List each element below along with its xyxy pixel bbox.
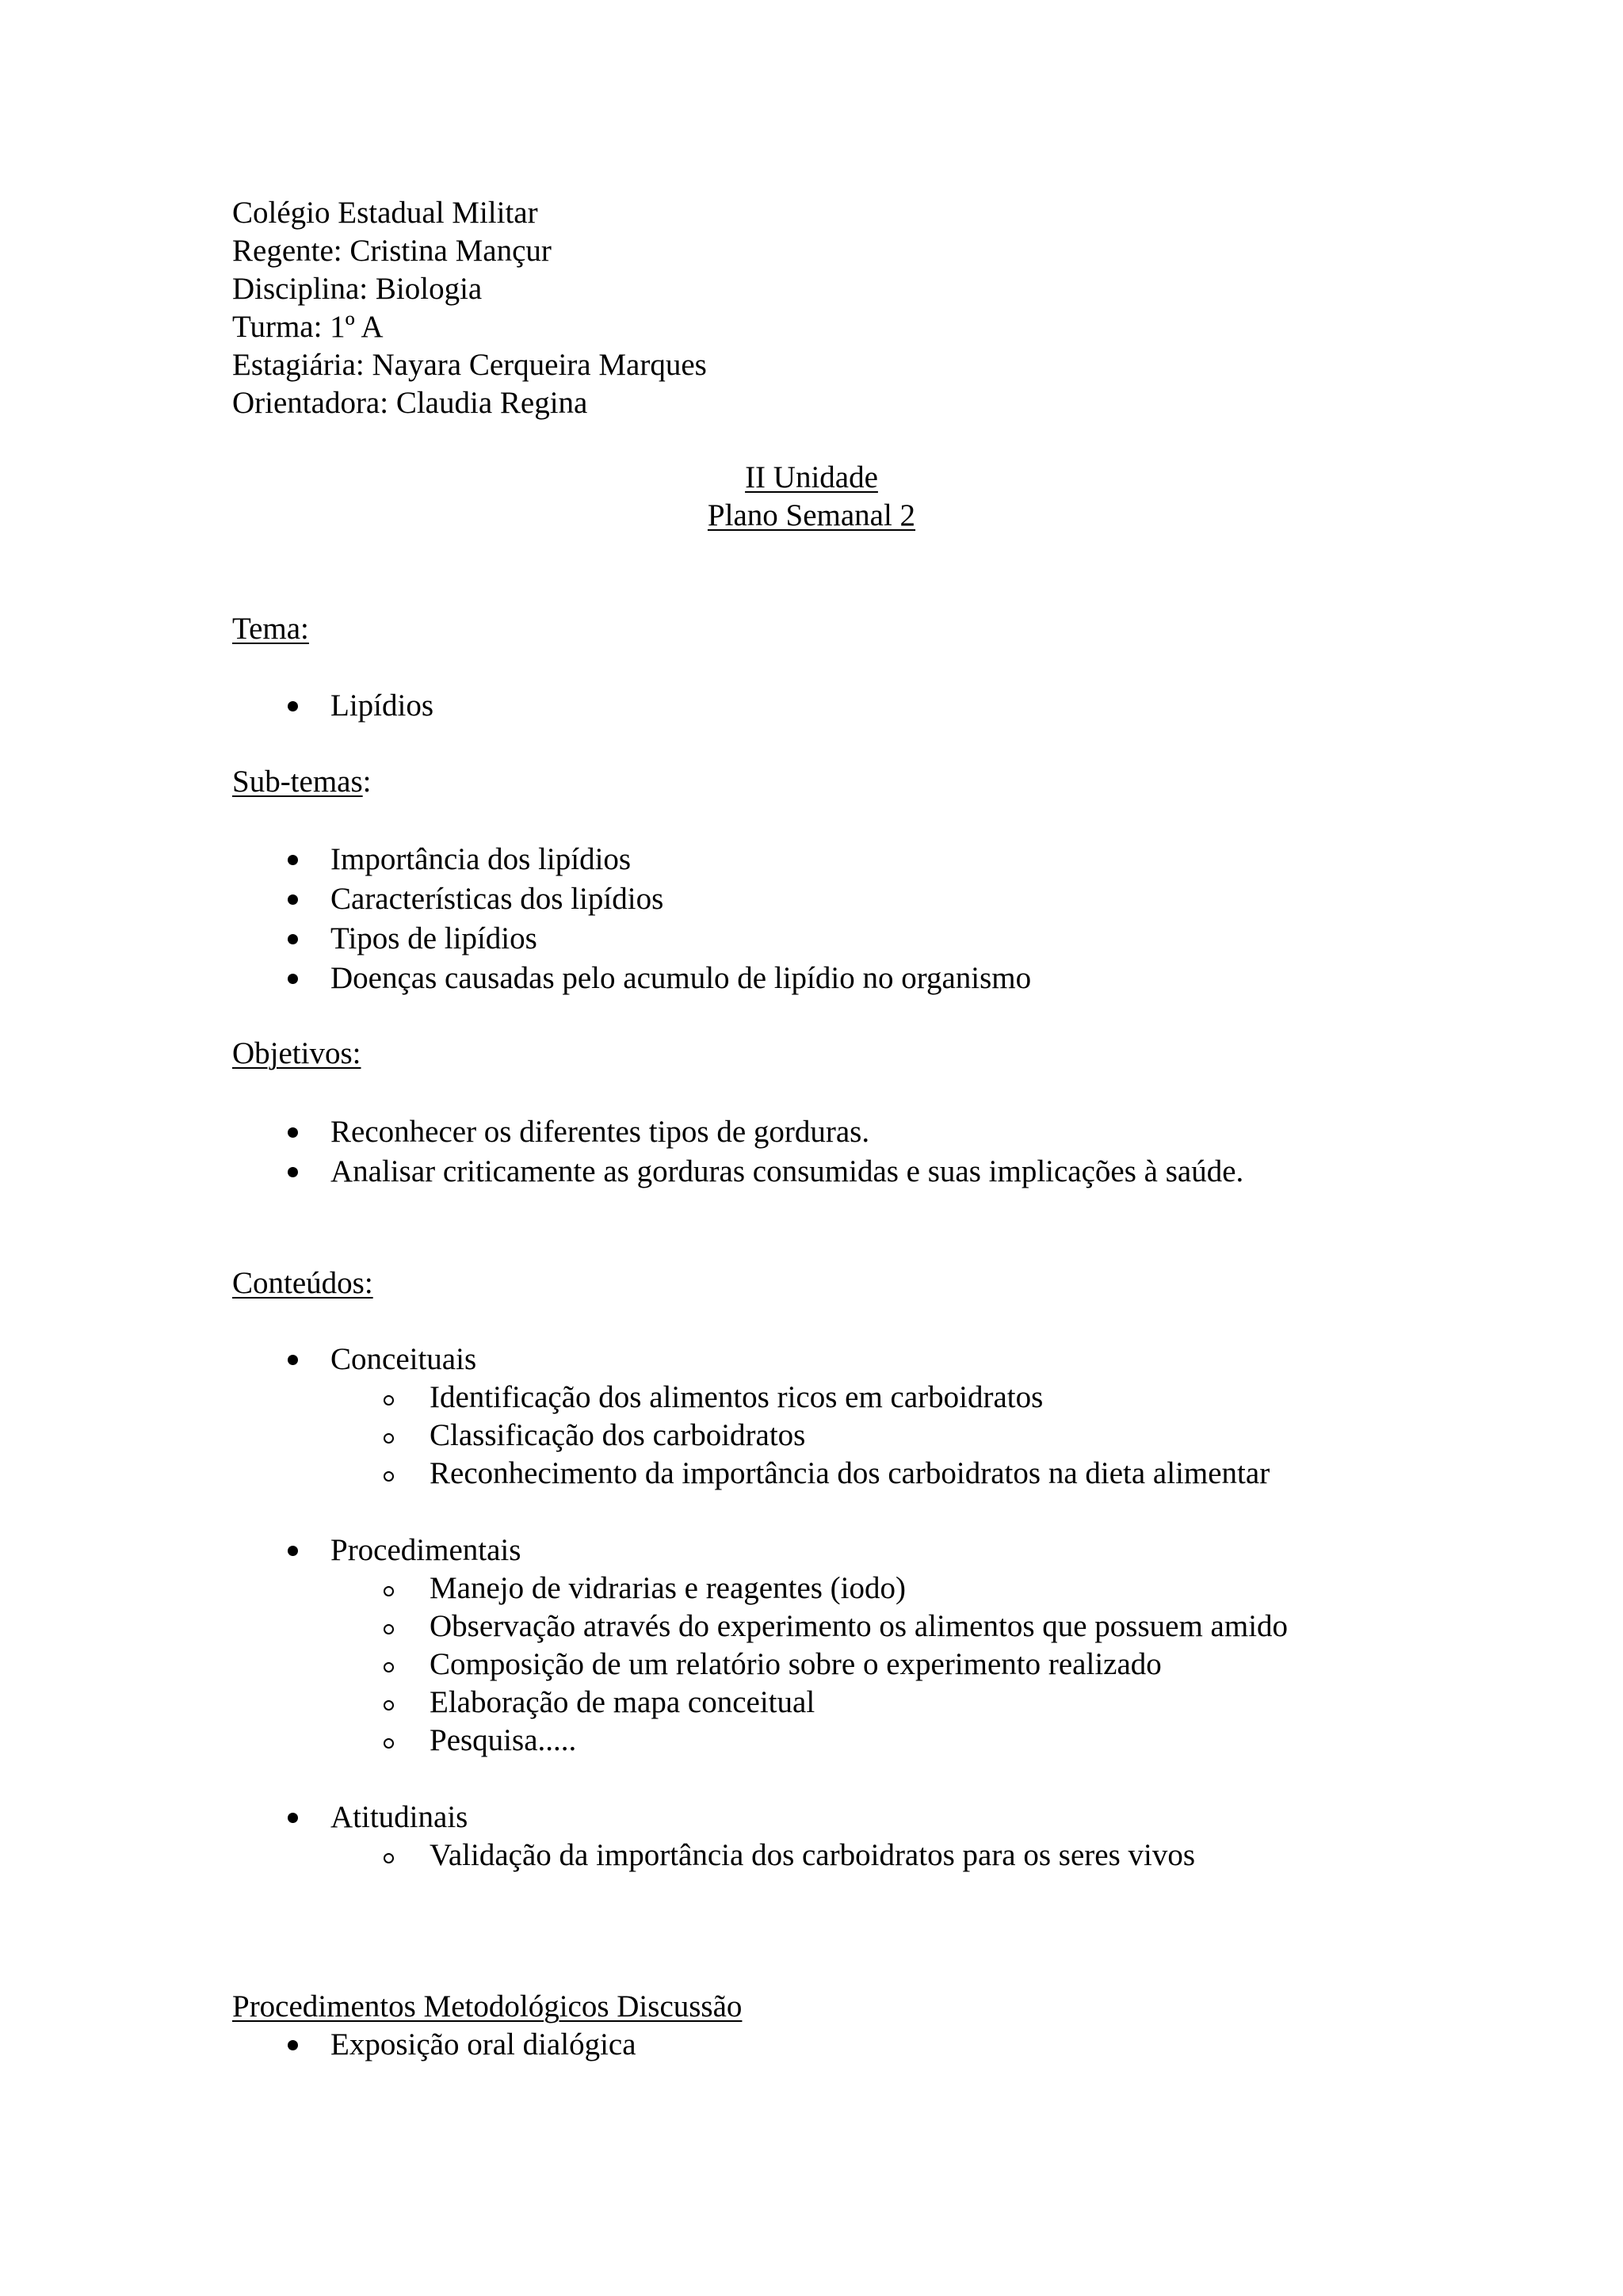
plan-title-text: Plano Semanal 2 bbox=[707, 498, 916, 532]
circle-bullet-icon bbox=[384, 1700, 394, 1711]
bullet-icon bbox=[288, 1167, 298, 1177]
list-item-label: Reconhecimento da importância dos carboidratos na dieta alimentar bbox=[430, 1456, 1270, 1490]
bullet-icon bbox=[288, 974, 298, 984]
bullet-icon bbox=[288, 1813, 298, 1823]
document-header bbox=[232, 194, 707, 422]
list-item-label: Atitudinais bbox=[330, 1800, 468, 1834]
bullet-icon bbox=[288, 934, 298, 944]
list-item-label: Exposição oral dialógica bbox=[330, 2027, 636, 2061]
list-item-label: Características dos lipídios bbox=[330, 882, 664, 916]
procedimentos-heading-text: Procedimentos Metodológicos Discussão bbox=[232, 1989, 743, 2023]
circle-bullet-icon bbox=[384, 1395, 394, 1405]
list-item-label: Composição de um relatório sobre o experimento realizado bbox=[430, 1647, 1162, 1681]
circle-bullet-icon bbox=[384, 1624, 394, 1634]
subtemas-heading-text: Sub-temas bbox=[232, 765, 363, 799]
circle-bullet-icon bbox=[384, 1586, 394, 1596]
list-item-label: Tipos de lipídios bbox=[330, 921, 537, 955]
bullet-icon bbox=[288, 855, 298, 865]
list-item-label: Validação da importância dos carboidratos para os seres vivos bbox=[430, 1838, 1196, 1872]
bullet-icon bbox=[288, 894, 298, 905]
school-name: Colégio Estadual Militar bbox=[232, 196, 538, 230]
circle-bullet-icon bbox=[384, 1433, 394, 1444]
plan-title bbox=[0, 497, 1623, 535]
list-item-label: Reconhecer os diferentes tipos de gorduras. bbox=[330, 1115, 870, 1149]
unit-title bbox=[0, 459, 1623, 497]
bullet-icon bbox=[288, 1355, 298, 1365]
bullet-icon bbox=[288, 1546, 298, 1556]
turma-line: Turma: 1º A bbox=[232, 310, 384, 344]
list-item-label: Analisar criticamente as gorduras consumidas e suas implicações à saúde. bbox=[330, 1154, 1244, 1188]
unit-title-text: II Unidade bbox=[745, 460, 878, 494]
list-item-label: Classificação dos carboidratos bbox=[430, 1418, 806, 1452]
regente-line: Regente: Cristina Mançur bbox=[232, 234, 552, 268]
conteudos-heading bbox=[232, 1264, 373, 1302]
circle-bullet-icon bbox=[384, 1471, 394, 1482]
list-item-label: Doenças causadas pelo acumulo de lipídio no organismo bbox=[330, 961, 1032, 995]
objetivos-heading bbox=[232, 1035, 361, 1073]
circle-bullet-icon bbox=[384, 1853, 394, 1863]
orientadora-line: Orientadora: Claudia Regina bbox=[232, 386, 588, 420]
conteudos-heading-text: Conteúdos: bbox=[232, 1266, 373, 1300]
list-item-label: Manejo de vidrarias e reagentes (iodo) bbox=[430, 1571, 906, 1605]
list-item-label: Procedimentais bbox=[330, 1533, 521, 1567]
list-item-label: Elaboração de mapa conceitual bbox=[430, 1685, 815, 1719]
bullet-icon bbox=[288, 2040, 298, 2050]
list-item-label: Pesquisa..... bbox=[430, 1723, 577, 1757]
list-item-label: Identificação dos alimentos ricos em carboidratos bbox=[430, 1380, 1044, 1414]
disciplina-line: Disciplina: Biologia bbox=[232, 272, 483, 306]
circle-bullet-icon bbox=[384, 1662, 394, 1672]
list-item-label: Observação através do experimento os alimentos que possuem amido bbox=[430, 1609, 1289, 1643]
estagiaria-line: Estagiária: Nayara Cerqueira Marques bbox=[232, 348, 707, 382]
list-item-label: Conceituais bbox=[330, 1342, 477, 1376]
subtemas-heading-colon: : bbox=[362, 765, 372, 799]
objetivos-heading-text: Objetivos: bbox=[232, 1036, 361, 1070]
procedimentos-heading bbox=[232, 1988, 742, 2026]
circle-bullet-icon bbox=[384, 1738, 394, 1749]
tema-heading bbox=[232, 610, 309, 648]
bullet-icon bbox=[288, 701, 298, 711]
list-item-label: Importância dos lipídios bbox=[330, 842, 632, 876]
bullet-icon bbox=[288, 1127, 298, 1138]
tema-heading-text: Tema: bbox=[232, 612, 309, 646]
subtemas-heading bbox=[232, 763, 372, 801]
list-item-label: Lipídios bbox=[330, 688, 434, 723]
